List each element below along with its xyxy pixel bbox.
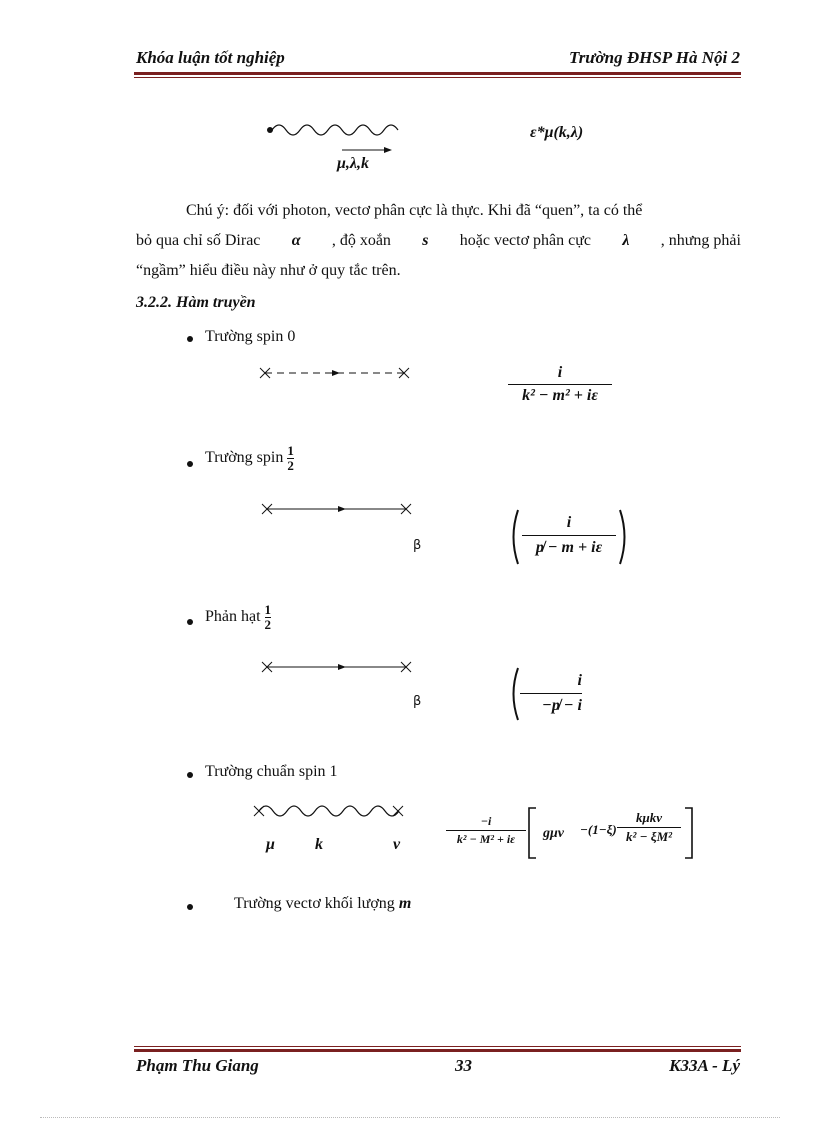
gauge-propagator-diagram xyxy=(250,800,410,824)
gauge-bracket-left xyxy=(526,806,538,860)
gauge-pre-den: k² − M² + iε xyxy=(456,832,516,846)
footer-page-number: 33 xyxy=(455,1056,472,1075)
alpha-symbol: α xyxy=(291,232,301,249)
anti-paren-left xyxy=(508,666,520,722)
photon-labels: μ,λ,k xyxy=(337,155,369,172)
note-line-3: “ngầm” hiểu điều này như ở quy tắc trên. xyxy=(136,262,401,279)
label-spin-half xyxy=(205,444,294,473)
spin-half-paren-right xyxy=(618,508,632,566)
gauge-mid: −(1−ξ) xyxy=(580,822,617,837)
spin-half-beta: β xyxy=(413,538,422,553)
massive-m: m xyxy=(398,895,412,912)
note-line-1: Chú ý: đối với photon, vectơ phân cực là thực. Khi đã “quen”, ta có thể xyxy=(186,202,643,219)
note-line-2c: hoặc vectơ phân cực xyxy=(459,232,592,249)
label-spin-half-text: Trường spin xyxy=(205,449,284,467)
note-line-2b: , độ xoắn xyxy=(331,232,391,249)
gauge-pre-num: −i xyxy=(446,814,526,831)
bullet-spin-half xyxy=(187,461,193,467)
anti-propagator-formula xyxy=(520,672,582,715)
note-line-2d: , nhưng phải xyxy=(660,232,741,249)
label-massive xyxy=(234,895,411,913)
footer-rule-thin xyxy=(134,1046,741,1047)
spin-half-numerator: i xyxy=(522,514,616,536)
gauge-bracket-right xyxy=(683,806,695,860)
spin-half-denominator: p̸ − m + iε xyxy=(535,539,603,556)
lambda-symbol: λ xyxy=(622,232,630,249)
spin-half-propagator-diagram xyxy=(258,500,418,520)
gauge-inner-fraction xyxy=(617,810,681,845)
section-title: 3.2.2. Hàm truyền xyxy=(136,294,256,311)
s-symbol: s xyxy=(422,232,429,249)
gauge-mu: μ xyxy=(266,836,275,853)
gauge-inner-den: k² − ξM² xyxy=(625,829,673,844)
spin0-numerator: i xyxy=(508,364,612,385)
anti-beta: β xyxy=(413,694,422,709)
label-gauge: Trường chuẩn spin 1 xyxy=(205,763,338,780)
anti-denominator: −p̸ − i xyxy=(542,697,582,714)
bottom-dotted-line xyxy=(40,1117,780,1118)
note-line-2 xyxy=(136,226,741,256)
spin-half-paren-left xyxy=(508,508,520,566)
anti-fraction xyxy=(265,603,272,632)
label-antiparticle xyxy=(205,603,271,632)
spin0-denominator: k² − m² + iε xyxy=(522,387,598,404)
gauge-prefactor xyxy=(446,814,526,847)
spin-half-frac-num: 1 xyxy=(287,443,294,458)
spin-half-frac-den: 2 xyxy=(287,458,294,473)
label-antiparticle-text: Phản hạt xyxy=(205,608,261,626)
anti-numerator: i xyxy=(520,672,582,694)
header-right: Trường ĐHSP Hà Nội 2 xyxy=(568,48,740,67)
gauge-nu: ν xyxy=(393,836,401,853)
anti-propagator-diagram xyxy=(258,658,418,678)
spin-half-propagator-formula xyxy=(522,514,616,557)
header-left: Khóa luận tốt nghiệp xyxy=(136,48,285,67)
footer-author: Phạm Thu Giang xyxy=(136,1056,259,1075)
gauge-inner-num: kμkν xyxy=(617,810,681,828)
bullet-spin0 xyxy=(187,336,193,342)
header-rule-thick xyxy=(134,72,741,75)
bullet-gauge xyxy=(187,772,193,778)
bullet-massive xyxy=(187,904,193,910)
label-spin0: Trường spin 0 xyxy=(205,328,296,345)
gauge-metric: gμν xyxy=(543,826,564,841)
anti-frac-num: 1 xyxy=(264,602,272,617)
spin0-propagator-diagram xyxy=(256,364,416,384)
note-line-2a: bỏ qua chỉ số Dirac xyxy=(136,232,261,249)
gauge-k: k xyxy=(315,836,323,853)
header-rule-thin xyxy=(134,77,741,78)
footer-class: K33A - Lý xyxy=(669,1056,740,1075)
spin-half-fraction xyxy=(287,444,294,473)
anti-frac-den: 2 xyxy=(264,617,272,632)
bullet-antiparticle xyxy=(187,619,193,625)
spin0-propagator-formula xyxy=(508,364,612,405)
photon-polarization: ε*μ(k,λ) xyxy=(530,124,584,141)
footer-rule-thick xyxy=(134,1049,741,1052)
label-massive-text: Trường vectơ khối lượng xyxy=(234,895,395,912)
